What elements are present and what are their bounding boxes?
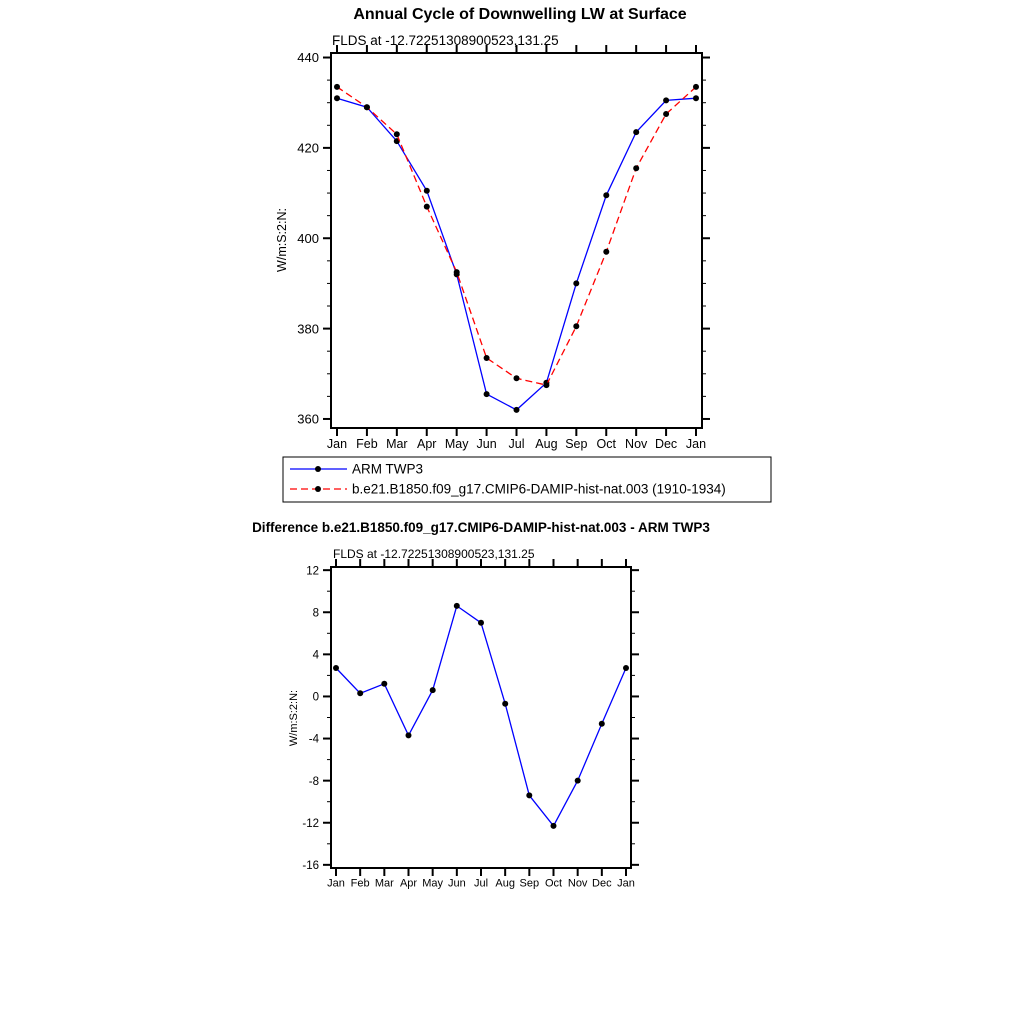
data-point xyxy=(502,701,508,707)
legend-label-model: b.e21.B1850.f09_g17.CMIP6-DAMIP-hist-nat.003 (1910-1934) xyxy=(352,481,726,497)
legend-marker-obs xyxy=(315,466,321,472)
data-point xyxy=(573,280,579,286)
x-tick-label: Sep xyxy=(565,436,588,451)
data-point xyxy=(603,192,609,198)
x-tick-label: Apr xyxy=(399,877,418,890)
data-point xyxy=(693,95,699,101)
data-point xyxy=(514,375,520,381)
data-point xyxy=(478,620,484,626)
data-point xyxy=(514,407,520,413)
data-point xyxy=(551,823,557,829)
data-point xyxy=(424,204,430,210)
y-tick-label: 360 xyxy=(297,411,319,427)
y-tick-label: 420 xyxy=(297,140,319,156)
x-tick-label: Apr xyxy=(417,436,437,451)
bottom-chart-subtitle: FLDS at -12.72251308900523,131.25 xyxy=(333,547,535,561)
data-point xyxy=(623,665,629,671)
x-tick-label: Dec xyxy=(592,877,612,890)
y-tick-label: -12 xyxy=(302,817,319,830)
x-tick-label: Jan xyxy=(685,436,707,451)
x-tick-label: Nov xyxy=(625,436,648,451)
x-tick-label: Feb xyxy=(356,436,378,451)
top-chart-plot-area xyxy=(297,45,710,451)
data-point xyxy=(454,603,460,609)
bottom-chart-y-axis-label: W/m:S:2:N: xyxy=(288,689,300,747)
x-tick-label: Jul xyxy=(473,877,489,890)
top-chart-title: Annual Cycle of Downwelling LW at Surface xyxy=(353,6,687,23)
x-tick-label: Mar xyxy=(386,436,408,451)
data-point xyxy=(543,382,549,388)
data-point xyxy=(573,323,579,329)
data-point xyxy=(693,84,699,90)
x-tick-label: Oct xyxy=(596,436,616,451)
legend-label-obs: ARM TWP3 xyxy=(352,461,424,477)
y-tick-label: -4 xyxy=(308,733,319,746)
x-tick-label: May xyxy=(422,877,444,890)
x-tick-label: Feb xyxy=(350,877,370,890)
bottom-chart-plot-area xyxy=(302,559,639,889)
x-tick-label: Jun xyxy=(476,436,497,451)
x-tick-label: Jan xyxy=(617,877,635,890)
x-tick-label: Nov xyxy=(567,877,588,890)
y-tick-label: 400 xyxy=(297,230,319,246)
top-chart-y-axis-label: W/m:S:2:N: xyxy=(275,208,289,272)
x-tick-label: Jul xyxy=(508,436,525,451)
data-point xyxy=(663,111,669,117)
x-tick-label: Aug xyxy=(535,436,558,451)
y-tick-label: 4 xyxy=(312,649,319,662)
y-tick-label: 12 xyxy=(306,565,319,578)
data-point xyxy=(394,131,400,137)
top-chart-subtitle: FLDS at -12.72251308900523,131.25 xyxy=(332,33,559,48)
y-tick-label: 8 xyxy=(312,607,319,620)
series-line xyxy=(337,98,696,410)
bottom-chart-title: Difference b.e21.B1850.f09_g17.CMIP6-DAMIP-hist-nat.003 - ARM TWP3 xyxy=(252,520,710,535)
y-tick-label: 0 xyxy=(312,691,319,704)
y-tick-label: 440 xyxy=(297,50,319,66)
x-tick-label: Jun xyxy=(447,877,466,890)
data-point xyxy=(334,84,340,90)
data-point xyxy=(357,690,363,696)
data-point xyxy=(430,687,436,693)
data-point xyxy=(575,778,581,784)
data-point xyxy=(381,681,387,687)
y-tick-label: 380 xyxy=(297,321,319,337)
legend xyxy=(283,457,771,502)
data-point xyxy=(333,665,339,671)
plot-frame xyxy=(331,53,702,428)
data-point xyxy=(334,95,340,101)
y-tick-label: -16 xyxy=(302,859,319,872)
y-tick-label: -8 xyxy=(308,775,319,788)
data-point xyxy=(454,269,460,275)
data-point xyxy=(364,104,370,110)
x-tick-label: Jan xyxy=(327,877,345,890)
data-point xyxy=(406,732,412,738)
data-point xyxy=(663,97,669,103)
series-line xyxy=(337,87,696,385)
x-tick-label: Sep xyxy=(519,877,540,890)
x-tick-label: May xyxy=(444,436,469,451)
data-point xyxy=(424,188,430,194)
data-point xyxy=(484,355,490,361)
data-point xyxy=(633,129,639,135)
x-tick-label: Oct xyxy=(544,877,563,890)
plot-frame xyxy=(331,567,631,868)
legend-marker-model xyxy=(315,486,321,492)
x-tick-label: Aug xyxy=(495,877,515,890)
data-point xyxy=(633,165,639,171)
data-point xyxy=(599,721,605,727)
series-line xyxy=(336,606,626,826)
x-tick-label: Dec xyxy=(654,436,678,451)
data-point xyxy=(526,792,532,798)
data-point xyxy=(484,391,490,397)
x-tick-label: Jan xyxy=(326,436,348,451)
x-tick-label: Mar xyxy=(374,877,394,890)
data-point xyxy=(603,249,609,255)
